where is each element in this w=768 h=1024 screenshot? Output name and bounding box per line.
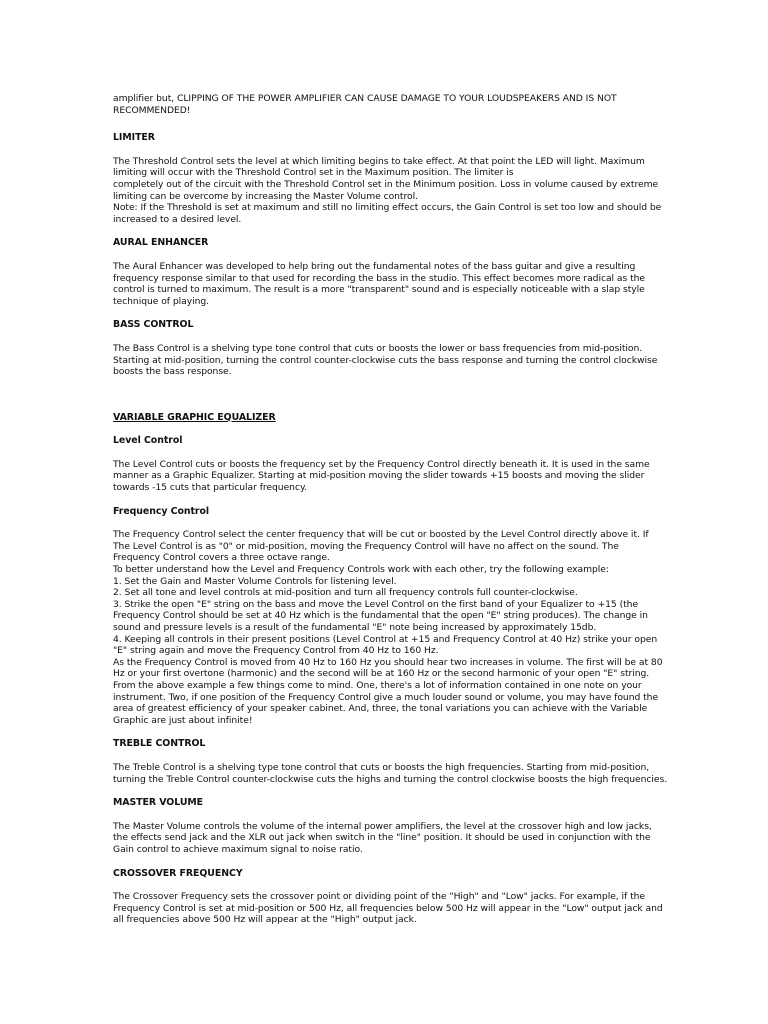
treble-control-heading: TREBLE CONTROL [113,738,206,750]
level-control-body: The Level Control cuts or boosts the frequency set by the Frequency Control directly beneath it. It is used in the same manner as a Graphic Equalizer. Starting at mid-position moving the slider towards +15 boosts and moving the slider towards -15 cuts that particular frequency. [113,458,650,494]
example-step-3: 3. Strike the open "E" string on the bass and move the Level Control on the first band of your Equalizer to +15 (the Frequency Control should be set at 40 Hz which is the fundamental that the open "E" string produces). The change in sound and pressure levels is a result of the fundamental "E" note being increased by approximately 15db. [113,598,648,633]
crossover-frequency-body: The Crossover Frequency sets the crossover point or dividing point of the "High" and "Low" jacks. For example, if the Frequency Control is set at mid-position or 500 Hz, all frequencies below 500 Hz will appear in the "Low" output jack and all frequencies above 500 Hz will appear at the "High" output jack. [113,891,663,926]
frequency-control-heading: Frequency Control [113,505,210,517]
bass-control-heading: BASS CONTROL [113,319,194,331]
intro-paragraph: amplifier but, CLIPPING OF THE POWER AMPLIFIER CAN CAUSE DAMAGE TO YOUR LOUDSPEAKERS AND IS NOT RECOMMENDED! [113,93,617,116]
crossover-frequency-heading: CROSSOVER FREQUENCY [113,867,243,879]
limiter-heading: LIMITER [113,132,155,144]
limiter-line-2: completely out of the circuit with the Threshold Control set in the Minimum position. Loss in volume caused by extreme limiting can be overcome by increasing the Master Volume control. [113,178,659,202]
example-step-1: 1. Set the Gain and Master Volume Controls for listening level. [113,575,397,587]
limiter-line-1: The Threshold Control sets the level at which limiting begins to take effect. At that point the LED will light. Maximum limiting will occur with the Threshold Control set in the Maximum position. The limiter is [113,155,645,179]
aural-enhancer-heading: AURAL ENHANCER [113,237,209,249]
section-spacer [113,390,668,412]
example-step-4: 4. Keeping all controls in their present positions (Level Control at +15 and Frequency Control at 40 Hz) strike your open "E" string again and move the Frequency Control from 40 Hz to 160 Hz. [113,633,658,657]
limiter-section [113,156,668,226]
document-page [113,93,668,937]
limiter-line-3: Note: If the Threshold is set at maximum and still no limiting effect occurs, the Gain Control is set too low and should be increased to a desired level. [113,202,662,225]
treble-control-body: The Treble Control is a shelving type tone control that cuts or boosts the high frequencies. Starting from mid-position, turning the Treble Control counter-clockwise cuts the highs and turning the control clockwise boosts the high frequencies. [113,761,668,785]
example-result-2: From the above example a few things come to mind. One, there's a lot of information contained in one note on your instrument. Two, if one position of the Frequency Control give a much louder sound or volume, you may have found the area of greatest efficiency of your speaker cabinet. And, three, the tonal variations you can achieve with the Variable Graphic are just about infinite! [113,679,659,726]
example-result-1: As the Frequency Control is moved from 40 Hz to 160 Hz you should hear two increases in volume. The first will be at 80 Hz or your first overtone (harmonic) and the second will be at 160 Hz or the second harmonic of your open "E" string. [113,656,663,680]
frequency-line-1: The Frequency Control select the center frequency that will be cut or boosted by the Level Control directly above it. If The Level Control is as "0" or mid-position, moving the Frequency Control will have no affect on the sound. The Frequency Control covers a three octave range. [113,529,649,564]
example-step-2: 2. Set all tone and level controls at mid-position and turn all frequency controls full counter-clockwise. [113,587,578,599]
master-volume-heading: MASTER VOLUME [113,797,204,809]
aural-enhancer-body: The Aural Enhancer was developed to help bring out the fundamental notes of the bass guitar and give a resulting frequency response similar to that used for recording the bass in the studio. This effect becomes more radical as the control is turned to maximum. The result is a more "transparent" sound and is especially noticeable with a slap style technique of playing. [113,260,646,307]
master-volume-body: The Master Volume controls the volume of the internal power amplifiers, the level at the crossover high and low jacks, the effects send jack and the XLR out jack when switch in the "line" position. It should be used in conjunction with the Gain control to achieve maximum signal to noise ratio. [113,820,652,855]
frequency-line-2: To better understand how the Level and Frequency Controls work with each other, try the following example: [113,564,609,576]
bass-control-body: The Bass Control is a shelving type tone control that cuts or boosts the lower or bass frequencies from mid-position. Starting at mid-position, turning the control counter-clockwise cuts the bass response and turning the control clockwise boosts the bass response. [113,342,658,378]
frequency-control-section [113,529,668,726]
level-control-heading: Level Control [113,435,183,447]
equalizer-heading: VARIABLE GRAPHIC EQUALIZER [113,411,276,423]
